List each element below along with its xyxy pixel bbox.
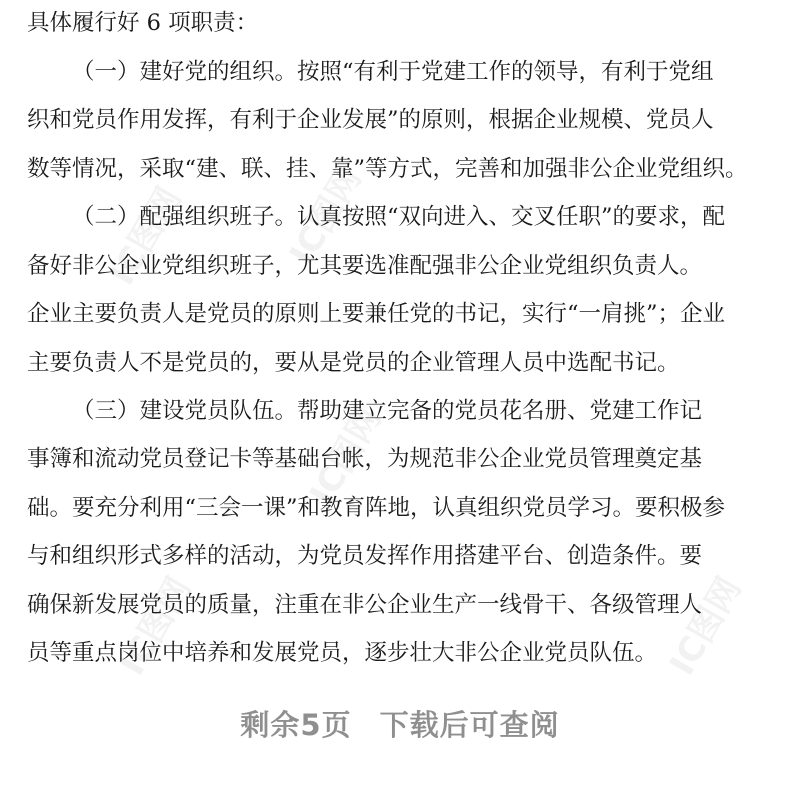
watermark: IC图网 [102,180,190,292]
text-line: 企业主要负责人是党员的原则上要兼任党的书记，实行“一肩挑”；企业 [27,301,726,327]
text-line: 员等重点岗位中培养和发展党员，逐步壮大非公企业党员队伍。 [27,640,658,666]
download-hint-label: 下载后可查阅 [379,708,560,742]
text-line: 织和党员作用发挥，有利于企业发展”的原则，根据企业规模、党员人 [27,107,714,133]
text-line: 主要负责人不是党员的，要从是党员的企业管理人员中选配书记。 [27,350,680,376]
text-line: （三）建设党员队伍。帮助建立完备的党员花名册、党建工作记 [72,398,703,424]
download-prompt[interactable] [0,703,800,744]
text-line: （一）建好党的组织。按照“有利于党建工作的领导，有利于党组 [72,59,714,85]
text-line: 具体履行好 6 项职责： [27,10,259,36]
remaining-pages-label: 剩余5页 [240,708,352,742]
text-line: 确保新发展党员的质量，注重在非公企业生产一线骨干、各级管理人 [27,592,703,618]
text-line: 备好非公企业党组织班子，尤其要选准配强非公企业党组织负责人。 [27,253,703,279]
watermark: IC图网 [282,160,370,272]
text-line: 础。要充分利用“三会一课”和教育阵地，认真组织党员学习。要积极参 [27,495,726,521]
text-line: （二）配强组织班子。认真按照“双向进入、交叉任职”的要求，配 [72,204,726,230]
watermark: IC图网 [662,570,750,682]
text-line: 事簿和流动党员登记卡等基础台帐，为规范非公企业党员管理奠定基 [27,446,703,472]
watermark: IC图网 [302,400,390,512]
text-line: 与和组织形式多样的活动，为党员发挥作用搭建平台、创造条件。要 [27,543,703,569]
watermark: IC图网 [112,570,200,682]
text-line: 数等情况，采取“建、联、挂、靠”等方式，完善和加强非公企业党组织。 [27,156,748,182]
